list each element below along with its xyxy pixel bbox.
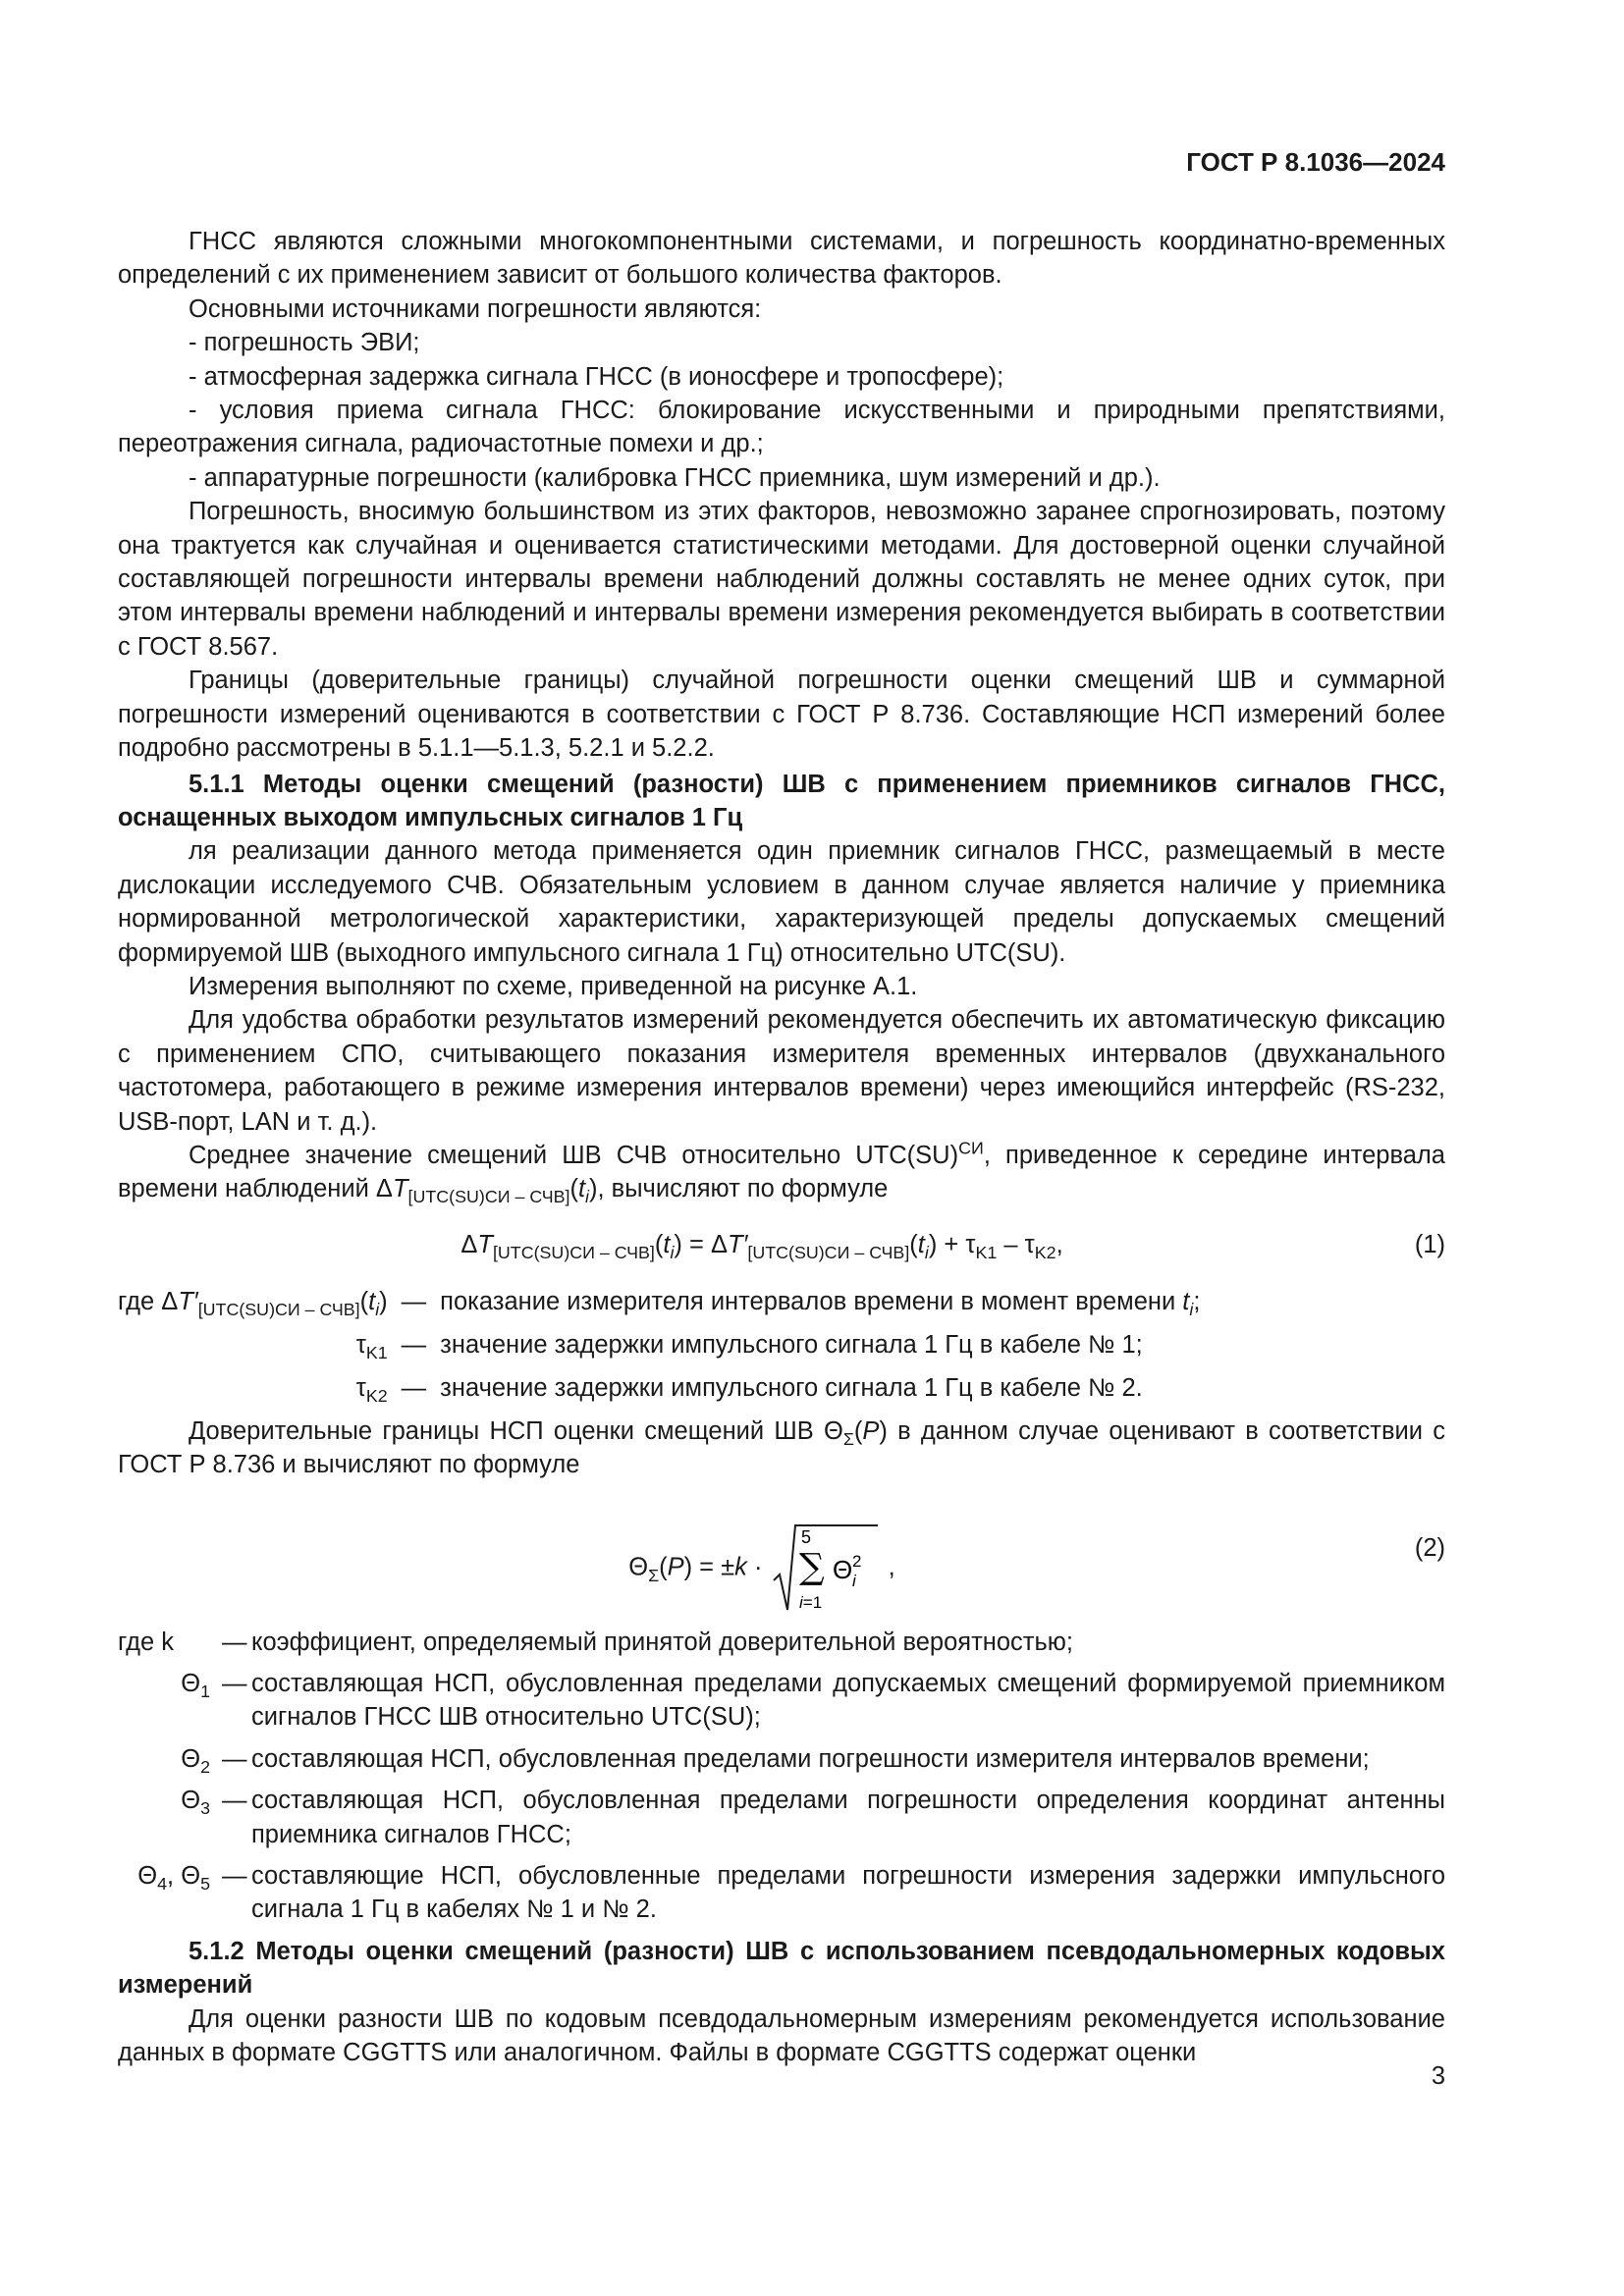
svg-text:i: i [851, 1571, 856, 1590]
paragraph: Границы (доверительные границы) случайной погрешности оценки смещений ШВ и суммарной погрешности измерений оцениваются в соответствии с ГОСТ Р 8.736. Составляющие НСП измерений более подробно рассмотрены в 5.1.1—5.1.3, 5.2.1 и 5.2.2. [118, 667, 1445, 763]
paragraph: Среднее значение смещений ШВ СЧВ относительно UTC(SU)$^{СИ}$, приведенное к середине интервала времени наблюдений $\Delta T_{[UTC(SU)СИ - СЧВ]}(t_i)$, вычисляют по формуле [118, 1138, 1445, 1207]
paragraph: ГНСС являются сложными многокомпонентными системами, и погрешность координатно-временных определений с их применением зависит от большого количества факторов. [118, 228, 1445, 290]
section-heading: 5.1.2 Методы оценки смещений (разности) ШВ с использованием псевдодальномерных кодовых измерений [118, 1937, 1445, 2000]
section-heading: 5.1.1 Методы оценки смещений (разности) ШВ с применением приемников сигналов ГНСС, оснащенных выходом импульсных сигналов 1 Гц [118, 770, 1445, 831]
paragraph: Измерения выполняют по схеме, приведенной на рисунке А.1. [189, 972, 918, 1000]
formula-2-expression: $\Theta_\Sigma(P) = \pm k$ · 5 ∑ Θ 2 i i=1 , [118, 1522, 1445, 1616]
formula-number: (2) [1414, 1533, 1445, 1562]
list-item: - аппаратурные погрешности (калибровка ГНСС приемника, шум измерений и др.). [189, 463, 1161, 492]
formula-1-expression: $\Delta T_{[UTC(SU)СИ - СЧВ]}(t_i) = \Delta T'_{[UTC(SU)СИ - СЧВ]}(t_i) + \tau_{K1} - \tau_{K2}$, [460, 1230, 1063, 1262]
list-item: - атмосферная задержка сигнала ГНСС (в ионосфере и тропосфере); [189, 362, 1004, 391]
paragraph: Для удобства обработки результатов измерений рекомендуется обеспечить их автоматическую фиксацию с применением СПО, считывающего показания измерителя временных интервалов (двухканального частотомера, работающего в режиме измерения интервалов времени) через имеющийся интерфейс (RS-232, USB-порт, LAN и т. д.). [118, 1006, 1445, 1136]
paragraph: Для оценки разности ШВ по кодовым псевдодальномерным измерениям рекомендуется использование данных в формате CGGTTS или аналогичном. Файлы в формате CGGTTS содержат оценки [118, 2004, 1445, 2067]
svg-text:i=1: i=1 [798, 1592, 822, 1612]
page-number: 3 [1431, 2062, 1445, 2090]
paragraph: Погрешность, вносимую большинством из этих факторов, невозможно заранее спрогнозировать, поэтому она трактуется как случайная и оценивается статистическими методами. Для достоверной оценки случайной составляющей погрешности интервалы времени наблюдений должны составлять не менее одних суток, при этом интервалы времени наблюдений и интервалы времени измерения рекомендуется выбирать в соответствии с ГОСТ 8.567. [118, 498, 1445, 661]
document-body [118, 225, 1445, 2069]
svg-text:5: 5 [800, 1526, 811, 1547]
formula-1 [118, 1220, 1445, 1281]
svg-text:2: 2 [851, 1551, 862, 1571]
sqrt-sum-symbol [772, 1522, 880, 1616]
formula-2 [118, 1492, 1445, 1614]
list-item: - погрешность ЭВИ; [189, 329, 420, 357]
svg-text:Θ: Θ [832, 1554, 852, 1584]
formula-2-legend: где k — коэффициент, определяемый принятой доверительной вероятностью; $\Theta_1$ — составляющая НСП, обусловленная пределами допускаемых смещений формируемой приемником сигналов ГНСС ШВ относительно UTC(SU); $\Theta_2$ — составляющая НСП, обусловленная пределами погрешности измерителя интервалов времени; $\Theta_3$ — составляющая НСП, обусловленная пределами погрешности определения координат антенны приемника сигналов ГНСС; $\Theta_4$, $\Theta_5$ — составляющие НСП, обусловленные пределами погрешности измерения задержки импульсного сигнала 1 Гц в кабелях № 1 и № 2. [118, 1628, 1445, 1924]
formula-number: (1) [1414, 1230, 1445, 1258]
list-item: - условия приема сигнала ГНСС: блокирование искусственными и природными препятствиями, переотражения сигнала, радиочастотные помехи и др.; [118, 397, 1445, 458]
document-id: ГОСТ Р 8.1036—2024 [1186, 147, 1445, 177]
formula-1-legend: где $\Delta T'_{[UTC(SU)СИ - СЧВ]}(t_i)$ — показание измерителя интервалов времени в момент времени $t_i$; $\tau_{K1}$ — значение задержки импульсного сигнала 1 Гц в кабеле № 1; $\tau_{K2}$ — значение задержки импульсного сигнала 1 Гц в кабеле № 2. [118, 1287, 1201, 1406]
paragraph: Основными источниками погрешности являются: [189, 294, 762, 323]
paragraph: Доверительные границы НСП оценки смещений ШВ $\Theta_\Sigma(P)$ в данном случае оценивают в соответствии с ГОСТ Р 8.736 и вычисляют по формуле [118, 1416, 1445, 1479]
svg-text:∑: ∑ [798, 1546, 825, 1587]
paragraph: ля реализации данного метода применяется один приемник сигналов ГНСС, размещаемый в месте дислокации исследуемого СЧВ. Обязательным условием в данном случае является наличие у приемника нормированной метрологической характеристики, характеризующей пределы допускаемых смещений формируемой ШВ (выходного импульсного сигнала 1 Гц) относительно UTC(SU). [118, 837, 1445, 967]
